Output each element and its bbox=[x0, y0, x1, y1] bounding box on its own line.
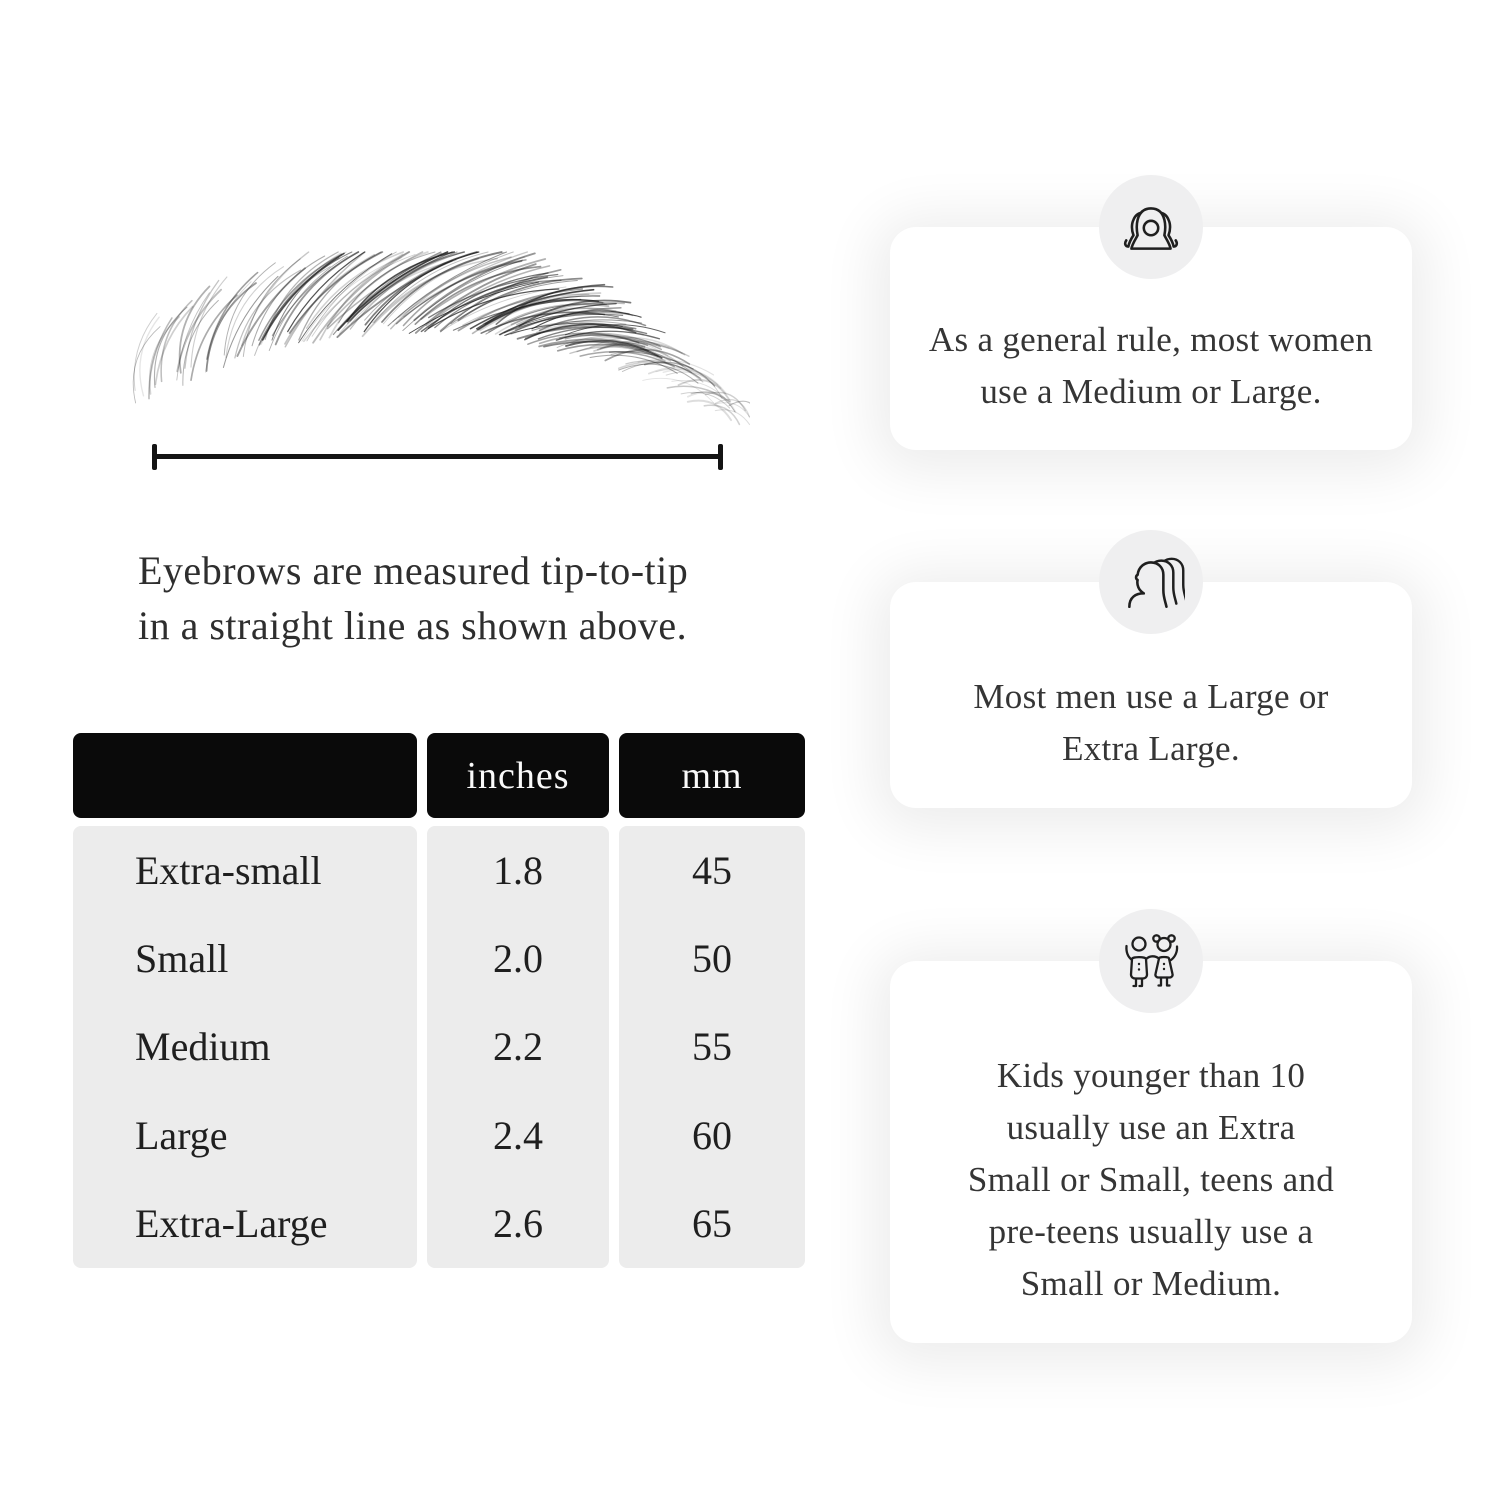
size-table bbox=[73, 733, 805, 1268]
table-cell-label: Large bbox=[135, 1112, 228, 1158]
table-column-mm bbox=[619, 733, 805, 1268]
card-text-line: Small or Medium. bbox=[1020, 1263, 1282, 1303]
card-text-line: Most men use a Large or bbox=[973, 676, 1329, 716]
measurement-end-cap-right bbox=[718, 444, 723, 470]
card-text-line: use a Medium or Large. bbox=[980, 372, 1322, 411]
measurement-bar bbox=[152, 454, 723, 459]
table-cell-mm: 50 bbox=[692, 936, 732, 982]
card-text-line: Extra Large. bbox=[1062, 728, 1240, 768]
measurement-line bbox=[152, 444, 723, 470]
table-header-inches: inches bbox=[427, 733, 609, 818]
table-column-size bbox=[73, 733, 417, 1268]
measurement-caption bbox=[138, 543, 778, 653]
table-body-mm bbox=[619, 826, 805, 1268]
table-header-mm: mm bbox=[619, 733, 805, 818]
table-cell-inches: 2.4 bbox=[493, 1112, 543, 1158]
table-cell-inches: 2.0 bbox=[493, 936, 543, 982]
card-text bbox=[890, 227, 1412, 450]
table-cell-label: Medium bbox=[135, 1024, 271, 1070]
info-card-kids bbox=[890, 961, 1412, 1343]
table-column-inches bbox=[427, 733, 609, 1268]
table-cell-label: Extra-Large bbox=[135, 1201, 328, 1247]
table-header-size bbox=[73, 733, 417, 818]
table-cell-label: Small bbox=[135, 936, 229, 982]
info-card-men bbox=[890, 582, 1412, 808]
card-text-line: Small or Small, teens and bbox=[967, 1159, 1335, 1199]
table-cell-inches: 2.2 bbox=[493, 1024, 543, 1070]
card-text-line: As a general rule, most women bbox=[928, 320, 1374, 359]
table-cell-label: Extra-small bbox=[135, 847, 322, 893]
table-cell-inches: 1.8 bbox=[493, 847, 543, 893]
card-text-line: Kids younger than 10 bbox=[996, 1055, 1306, 1095]
eyebrow-illustration bbox=[125, 248, 750, 433]
caption-line-1: Eyebrows are measured tip-to-tip bbox=[138, 548, 689, 593]
table-cell-mm: 55 bbox=[692, 1024, 732, 1070]
card-text-line: pre-teens usually use a bbox=[988, 1211, 1314, 1251]
card-text bbox=[890, 582, 1412, 808]
table-body-inches bbox=[427, 826, 609, 1268]
info-card-women bbox=[890, 227, 1412, 450]
table-cell-inches: 2.6 bbox=[493, 1201, 543, 1247]
table-cell-mm: 65 bbox=[692, 1201, 732, 1247]
card-text-line: usually use an Extra bbox=[1006, 1107, 1296, 1147]
card-text bbox=[890, 961, 1412, 1343]
caption-line-2: in a straight line as shown above. bbox=[138, 603, 688, 648]
table-cell-mm: 60 bbox=[692, 1112, 732, 1158]
table-body-size bbox=[73, 826, 417, 1268]
table-cell-mm: 45 bbox=[692, 847, 732, 893]
